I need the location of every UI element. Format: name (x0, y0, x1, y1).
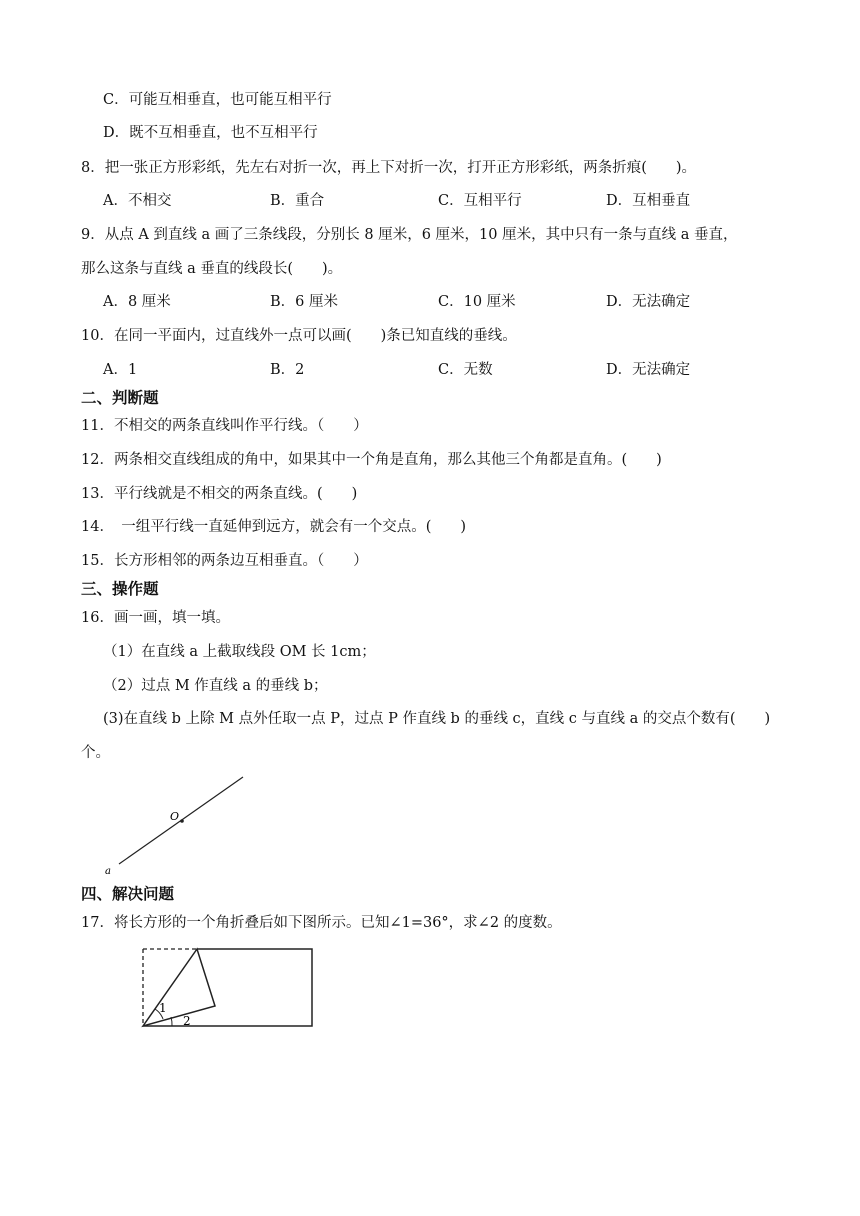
q9-option-b: B．6 厘米 (270, 294, 338, 310)
question-9-text-line1: 9．从点 A 到直线 a 画了三条线段，分别长 8 厘米，6 厘米，10 厘米，其中只有一条与直线 a 垂直， (81, 227, 738, 243)
point-o-label: O (170, 810, 180, 823)
folded-triangle (143, 949, 215, 1026)
question-9-text-line2: 那么这条与直线 a 垂直的线段长( )。 (81, 261, 343, 277)
question-11-text: 11．不相交的两条直线叫作平行线。（ ） (81, 418, 368, 434)
question-17-text: 17．将长方形的一个角折叠后如下图所示。已知∠1=36°，求∠2 的度数。 (81, 915, 562, 931)
question-8-text: 8．把一张正方形彩纸，先左右对折一次，再上下对折一次，打开正方形彩纸，两条折痕( )。 (81, 160, 697, 176)
question-10-text: 10．在同一平面内，过直线外一点可以画( )条已知直线的垂线。 (81, 328, 517, 344)
question-15-text: 15．长方形相邻的两条边互相垂直。（ ） (81, 553, 368, 569)
q10-option-b: B．2 (270, 362, 305, 378)
question-16-step-3: (3)在直线 b 上除 M 点外任取一点 P，过点 P 作直线 b 的垂线 c，直线 c 与直线 a 的交点个数有( ) (103, 711, 771, 727)
question-12-text: 12．两条相交直线组成的角中，如果其中一个角是直角，那么其他三个角都是直角。( ) (81, 452, 662, 468)
question-16-step-2: （2）过点 M 作直线 a 的垂线 b； (103, 678, 328, 694)
question-16-step-3-cont: 个。 (81, 745, 110, 761)
q7-option-c: C．可能互相垂直，也可能互相平行 (103, 92, 332, 108)
question-13-text: 13．平行线就是不相交的两条直线。( ) (81, 486, 358, 502)
line-a-figure (95, 768, 255, 880)
point-o-dot (180, 819, 184, 823)
section-heading-judgement: 二、判断题 (81, 389, 159, 407)
section-heading-problem-solving: 四、解决问题 (81, 885, 175, 903)
question-16-step-1: （1）在直线 a 上截取线段 OM 长 1cm； (103, 644, 376, 660)
section-heading-operation: 三、操作题 (81, 580, 159, 598)
q9-option-a: A．8 厘米 (103, 294, 171, 310)
rectangle-outline (143, 949, 312, 1026)
angle-1-label: 1 (159, 1001, 167, 1015)
question-16-text: 16．画一画，填一填。 (81, 610, 230, 626)
q8-option-b: B．重合 (270, 193, 325, 209)
angle-2-label: 2 (183, 1014, 191, 1028)
q9-option-c: C．10 厘米 (438, 294, 516, 310)
q10-option-c: C．无数 (438, 362, 493, 378)
question-14-text: 14． 一组平行线一直延伸到远方，就会有一个交点。( ) (81, 519, 467, 535)
q7-option-d: D．既不互相垂直，也不互相平行 (103, 125, 318, 141)
q10-option-d: D．无法确定 (606, 362, 691, 378)
q10-option-a: A．1 (103, 362, 138, 378)
folded-rectangle-figure (135, 945, 320, 1031)
q8-option-a: A．不相交 (103, 193, 172, 209)
line-a-label: a (105, 866, 111, 877)
q8-option-d: D．互相垂直 (606, 193, 691, 209)
q8-option-c: C．互相平行 (438, 193, 522, 209)
q9-option-d: D．无法确定 (606, 294, 691, 310)
